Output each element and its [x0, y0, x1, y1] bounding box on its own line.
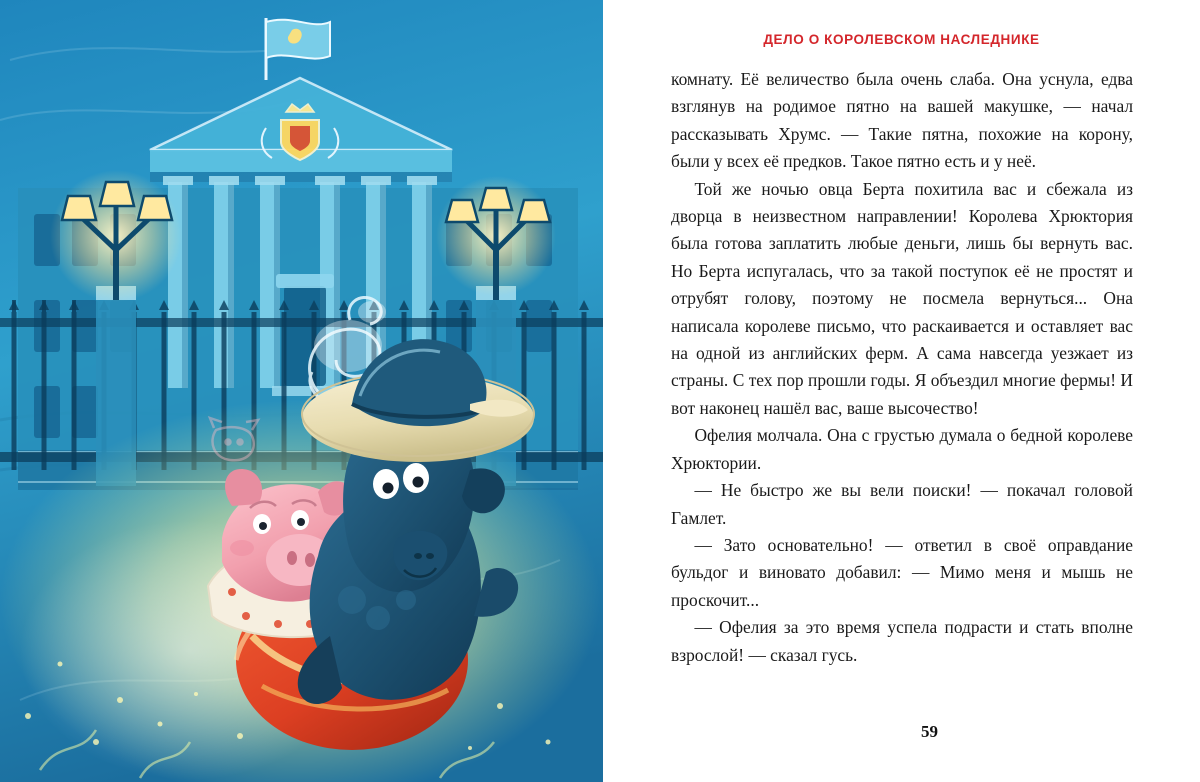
paragraph: комнату. Её величество была очень слаба. Она уснула, едва взглянув на родимое пятно на вашей макушке, — начал рассказывать Хрумс. — Такие пятна, похожие на корону, были у всех её предков. Такое пятно есть и у неё.: [671, 69, 1133, 172]
body-text: [671, 66, 1133, 669]
paragraph: — Офелия за это время успела подрасти и стать вполне взрослой! — сказал гусь.: [671, 617, 1133, 665]
paragraph: — Зато основательно! — ответил в своё оправдание бульдог и виновато добавил: — Мимо меня и мышь не проскочит...: [671, 534, 1133, 610]
running-head: ДЕЛО О КОРОЛЕВСКОМ НАСЛЕДНИКЕ: [763, 32, 1040, 47]
text-page: [603, 0, 1200, 782]
paragraph: — Не быстро же вы вели поиски! — покачал головой Гамлет.: [671, 480, 1133, 528]
street-lamp-icon: [50, 170, 182, 302]
paragraph: Офелия молчала. Она с грустью думала о бедной королеве Хрюктории.: [671, 425, 1133, 473]
page-number: 59: [921, 722, 938, 741]
paragraph: Той же ночью овца Берта похитила вас и сбежала из дворца в неизвестном направлении! Королева Хрюктория была готова заплатить любые деньги, лишь бы вернуть вас. Но Берта испугалась, что за такой поступок её не простят и отрубят голову, поэтому не посмела вернуться... Она написала королеве письмо, что раскаивается и оставляет вас на одной из английских ферм. А сама навсегда уезжает из страны. С тех пор прошли годы. Я объездил многие фермы! И вот наконец нашёл вас, ваше высочество!: [671, 178, 1133, 418]
